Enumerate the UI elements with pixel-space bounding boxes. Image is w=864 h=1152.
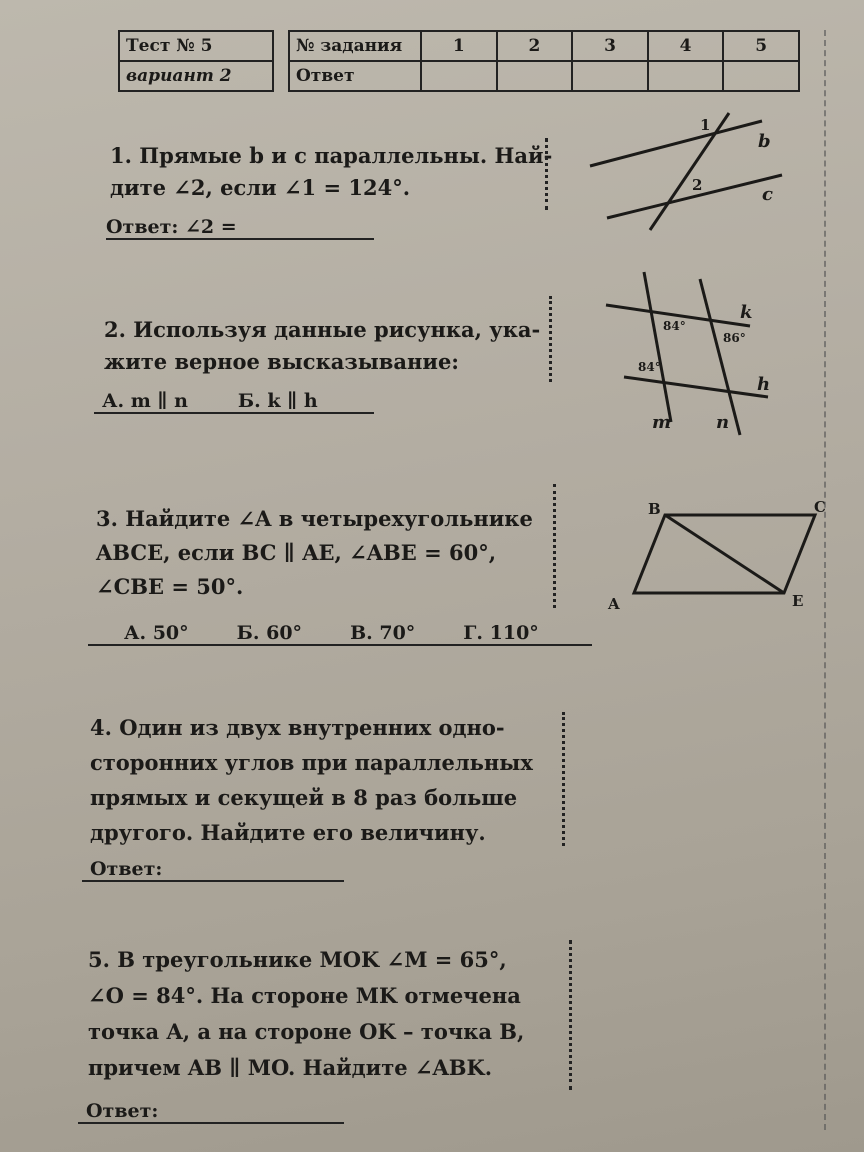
question-4-line: прямых и секущей в 8 раз больше bbox=[90, 785, 518, 810]
task-number: 1 bbox=[421, 31, 497, 61]
dotted-divider bbox=[549, 296, 552, 382]
question-5-line: 5. В треугольнике MOK ∠M = 65°, bbox=[88, 947, 507, 972]
option-b[interactable]: Б. k ∥ h bbox=[237, 390, 318, 412]
page-edge-cut-line bbox=[824, 30, 826, 1130]
question-3-line: ABCE, если BC ∥ AE, ∠ABE = 60°, bbox=[96, 540, 497, 565]
answer-row-label: Ответ bbox=[289, 61, 421, 91]
task-number: 4 bbox=[648, 31, 724, 61]
test-label: Тест № 5 bbox=[119, 31, 273, 61]
vertex-b-label: B bbox=[648, 500, 661, 518]
question-1-line: 1. Прямые b и c параллельны. Най- bbox=[110, 143, 553, 168]
answer-label: Ответ: bbox=[86, 1100, 159, 1122]
option-g[interactable]: Г. 110° bbox=[463, 622, 539, 644]
line-b bbox=[590, 121, 762, 166]
question-1-answer[interactable]: Ответ: ∠2 = bbox=[106, 216, 374, 240]
question-4-line: другого. Найдите его величину. bbox=[90, 820, 486, 845]
question-5-line: точка A, а на стороне OK – точка B, bbox=[88, 1019, 525, 1044]
dotted-divider bbox=[562, 712, 565, 846]
question-5-answer[interactable] bbox=[78, 1100, 344, 1124]
question-3 bbox=[96, 502, 533, 604]
question-4-answer[interactable] bbox=[82, 858, 344, 882]
line-c-label: c bbox=[762, 184, 773, 205]
line-m-label: m bbox=[652, 412, 672, 433]
angle-label: 86° bbox=[723, 331, 746, 345]
question-2-line: жите верное высказывание: bbox=[104, 349, 460, 374]
question-1-line: дите ∠2, если ∠1 = 124°. bbox=[110, 175, 410, 200]
question-4-line: сторонних углов при параллельных bbox=[90, 750, 533, 775]
question-5-line: причем AB ∥ MO. Найдите ∠ABK. bbox=[88, 1055, 493, 1080]
line-n-label: n bbox=[716, 412, 730, 433]
question-4-line: 4. Один из двух внутренних одно- bbox=[90, 715, 505, 740]
line-k-label: k bbox=[740, 302, 753, 323]
question-2-options bbox=[94, 390, 374, 414]
transversal bbox=[650, 113, 729, 230]
vertex-c-label: C bbox=[814, 498, 826, 516]
angle-1-label: 1 bbox=[700, 116, 711, 134]
option-a[interactable]: А. m ∥ n bbox=[102, 390, 188, 412]
line-h-label: h bbox=[757, 374, 771, 395]
answer-label: Ответ: bbox=[90, 858, 163, 880]
angle-label: 84° bbox=[638, 360, 661, 374]
line-b-label: b bbox=[758, 131, 771, 152]
question-3-line: 3. Найдите ∠A в четырехугольнике bbox=[96, 506, 533, 531]
variant-label: вариант 2 bbox=[119, 61, 273, 91]
angle-label: 84° bbox=[663, 319, 686, 333]
question-3-line: ∠CBE = 50°. bbox=[96, 574, 244, 599]
dotted-divider bbox=[553, 484, 556, 608]
question-5 bbox=[88, 942, 524, 1086]
angle-2-label: 2 bbox=[692, 176, 703, 194]
question-5-line: ∠O = 84°. На стороне MK отмечена bbox=[88, 983, 521, 1008]
task-number: 3 bbox=[572, 31, 648, 61]
task-number: 5 bbox=[723, 31, 799, 61]
question-3-options bbox=[88, 622, 592, 646]
option-v[interactable]: В. 70° bbox=[350, 622, 416, 644]
task-number: 2 bbox=[497, 31, 573, 61]
task-number-header: № задания bbox=[289, 31, 421, 61]
question-4 bbox=[90, 710, 533, 850]
option-b[interactable]: Б. 60° bbox=[236, 622, 303, 644]
option-a[interactable]: А. 50° bbox=[124, 622, 189, 644]
dotted-divider bbox=[569, 940, 572, 1090]
question-2-line: 2. Используя данные рисунка, ука- bbox=[104, 317, 541, 342]
vertex-a-label: A bbox=[608, 595, 620, 613]
vertex-e-label: E bbox=[792, 592, 804, 610]
question-2 bbox=[104, 314, 540, 378]
